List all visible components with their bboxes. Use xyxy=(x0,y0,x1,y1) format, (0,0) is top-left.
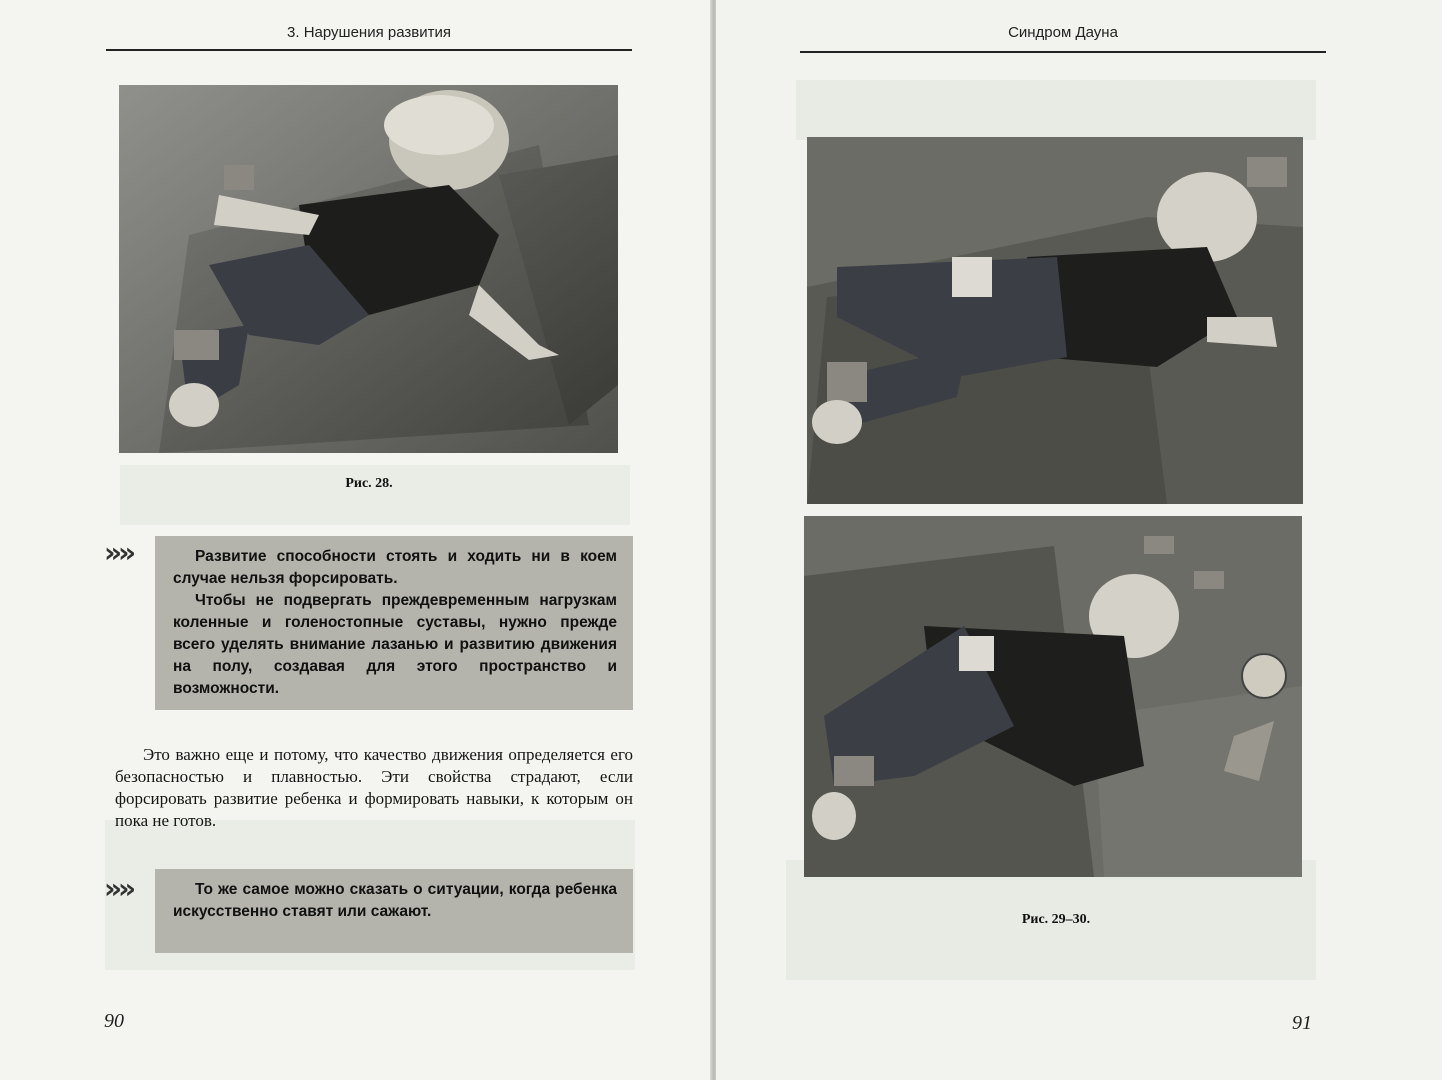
figure-30-photo xyxy=(804,516,1302,877)
figure-29-30-caption: Рис. 29–30. xyxy=(1021,912,1091,927)
note-box-2 xyxy=(155,869,633,953)
figure-29-photo xyxy=(807,137,1303,504)
note-box-1 xyxy=(155,536,633,710)
note-marker-icon: » xyxy=(104,536,115,569)
body-text xyxy=(115,744,633,832)
header-rule xyxy=(106,49,632,51)
note-2-paragraph-1: То же самое можно сказать о ситуации, когда ребенка искусственно ставят или сажают. xyxy=(173,881,617,920)
page-number-right: 91 xyxy=(1292,1012,1312,1034)
note-marker-icon: » xyxy=(104,872,115,905)
note-1-paragraph-1: Развитие способности стоять и ходить ни в коем случае нельзя форсировать. xyxy=(173,548,617,587)
running-head: Синдром Дауна xyxy=(1008,24,1118,41)
note-marker-icon: » xyxy=(118,872,129,905)
note-1-paragraph-2: Чтобы не подвергать преждевременным нагрузкам коленные и голеностопные суставы, нужно прежде всего уделять внимание лазанью и развитию движения на полу, создавая для этого пространство и возможности. xyxy=(173,592,617,697)
body-paragraph: Это важно еще и потому, что качество движения определяется его безопасностью и плавностью. Эти свойства страдают, если форсировать развитие ребенка и формировать навыки, к которым он пока не готов. xyxy=(115,745,633,830)
figure-28-caption: Рис. 28. xyxy=(345,476,393,491)
running-head: 3. Нарушения развития xyxy=(287,24,451,41)
note-marker-icon: » xyxy=(118,536,129,569)
show-through xyxy=(120,465,630,525)
page-number-left: 90 xyxy=(104,1010,124,1032)
left-page xyxy=(0,0,712,1080)
header-rule xyxy=(800,51,1326,53)
show-through xyxy=(796,80,1316,140)
right-page xyxy=(716,0,1442,1080)
figure-28-photo xyxy=(119,85,618,453)
